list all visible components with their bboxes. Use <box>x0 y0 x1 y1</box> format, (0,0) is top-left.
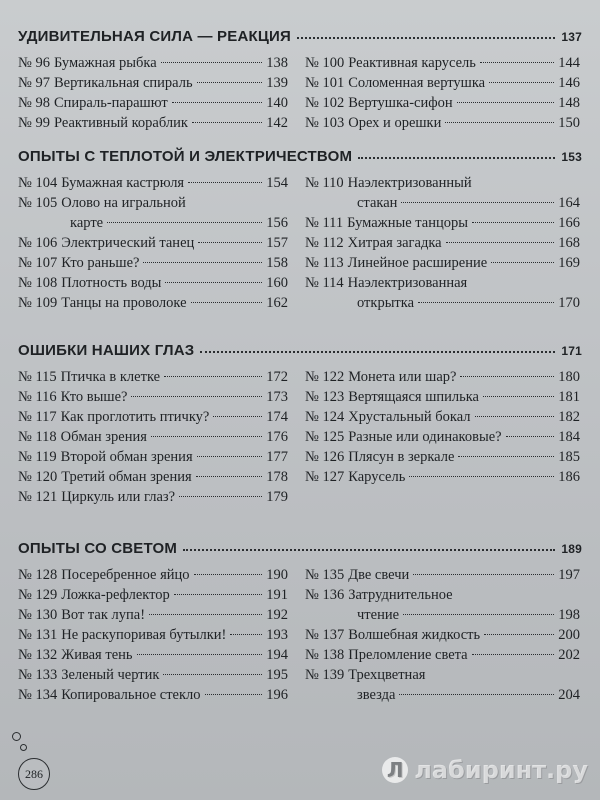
toc-entry <box>18 253 288 273</box>
entry-page-number: 186 <box>558 469 580 485</box>
entry-title: Две свечи <box>348 567 410 583</box>
entry-title: Хрустальный бокал <box>348 409 471 425</box>
leader-dots <box>230 634 262 635</box>
entry-title: Спираль-парашют <box>53 95 168 111</box>
leader-dots <box>107 222 262 223</box>
toc-entry <box>18 467 288 487</box>
entry-number: № 132 <box>18 647 58 663</box>
entry-page-number: 146 <box>558 75 580 91</box>
entry-number: № 120 <box>18 469 58 485</box>
entry-title: Как проглотить птичку? <box>60 409 210 425</box>
entry-title: Танцы на проволоке <box>61 295 187 311</box>
toc-entry <box>18 73 288 93</box>
toc-entry <box>18 665 288 685</box>
toc-column-right <box>305 367 580 487</box>
toc-entry <box>18 605 288 625</box>
section-leader-dots <box>358 157 555 159</box>
toc-entry <box>18 625 288 645</box>
toc-entry <box>18 487 288 507</box>
watermark <box>382 756 588 784</box>
leader-dots <box>484 634 554 635</box>
section-title: ОШИБКИ НАШИХ ГЛАЗ <box>18 342 195 359</box>
entry-title: Наэлектризованная <box>347 275 468 291</box>
entry-title: Реактивный кораблик <box>53 115 188 131</box>
toc-column-left <box>18 53 288 133</box>
entry-number: № 112 <box>305 235 344 251</box>
entry-title: Бумажная рыбка <box>53 55 157 71</box>
toc-entry <box>18 53 288 73</box>
entry-title: Реактивная карусель <box>348 55 476 71</box>
toc-entry <box>18 387 288 407</box>
toc-entry <box>18 193 288 233</box>
section-leader-dots <box>200 351 555 353</box>
leader-dots <box>188 182 262 183</box>
section-title: ОПЫТЫ С ТЕПЛОТОЙ И ЭЛЕКТРИЧЕСТВОМ <box>18 148 353 165</box>
entry-page-number: 150 <box>558 115 580 131</box>
entry-page-number: 202 <box>558 647 580 663</box>
toc-column-left <box>18 565 288 705</box>
entry-number: № 114 <box>305 275 344 291</box>
entry-page-number: 200 <box>558 627 580 643</box>
entry-title: Второй обман зрения <box>60 449 193 465</box>
entry-title: Соломенная вертушка <box>348 75 486 91</box>
leader-dots <box>475 416 555 417</box>
leader-dots <box>161 62 263 63</box>
entry-title: Не раскупоривая бутылки! <box>61 627 227 643</box>
toc-entry <box>18 407 288 427</box>
entry-number: № 104 <box>18 175 58 191</box>
toc-entry <box>18 427 288 447</box>
toc-entry <box>18 293 288 313</box>
entry-number: № 103 <box>305 115 345 131</box>
entry-number: № 108 <box>18 275 58 291</box>
entry-number: № 138 <box>305 647 345 663</box>
entry-number: № 116 <box>18 389 57 405</box>
entry-page-number: 182 <box>558 409 580 425</box>
entry-number: № 128 <box>18 567 58 583</box>
toc-entry <box>18 447 288 467</box>
leader-dots <box>413 574 554 575</box>
entry-number: № 109 <box>18 295 58 311</box>
toc-entry <box>305 645 580 665</box>
entry-page-number: 185 <box>558 449 580 465</box>
section-page-number: 137 <box>561 30 582 44</box>
leader-dots <box>192 122 262 123</box>
entry-number: № 131 <box>18 627 58 643</box>
entry-title: Преломление света <box>348 647 468 663</box>
watermark-text: лабиринт.ру <box>414 756 588 784</box>
entry-page-number: 194 <box>266 647 288 663</box>
toc-entry <box>18 367 288 387</box>
entry-number: № 97 <box>18 75 50 91</box>
entry-title: Посеребренное яйцо <box>61 567 190 583</box>
entry-title-continued: звезда <box>357 687 396 703</box>
entry-number: № 121 <box>18 489 58 505</box>
entry-page-number: 178 <box>266 469 288 485</box>
entry-number: № 123 <box>305 389 345 405</box>
entry-title: Кто раньше? <box>61 255 140 271</box>
entry-title-continued: стакан <box>357 195 398 211</box>
entry-page-number: 181 <box>558 389 580 405</box>
entry-title: Плясун в зеркале <box>348 449 455 465</box>
section-header <box>18 342 582 362</box>
section-header <box>18 148 582 168</box>
entry-title: Кто выше? <box>60 389 128 405</box>
entry-page-number: 154 <box>266 175 288 191</box>
entry-page-number: 168 <box>558 235 580 251</box>
entry-page-number: 204 <box>558 687 580 703</box>
leader-dots <box>483 396 554 397</box>
leader-dots <box>163 674 262 675</box>
leader-dots <box>213 416 262 417</box>
toc-section <box>18 148 582 311</box>
entry-number: № 105 <box>18 195 58 211</box>
toc-section <box>18 28 582 131</box>
leader-dots <box>399 694 554 695</box>
entry-title: Зеленый чертик <box>61 667 160 683</box>
toc-entry <box>305 73 580 93</box>
toc-column-left <box>18 173 288 313</box>
page-number: 286 <box>25 766 43 781</box>
toc-column-right <box>305 173 580 313</box>
entry-page-number: 193 <box>266 627 288 643</box>
section-header <box>18 540 582 560</box>
leader-dots <box>197 456 263 457</box>
leader-dots <box>191 302 263 303</box>
entry-title: Третий обман зрения <box>61 469 192 485</box>
entry-title: Карусель <box>348 469 406 485</box>
toc-entry <box>18 173 288 193</box>
entry-title: Вертушка-сифон <box>348 95 453 111</box>
leader-dots <box>172 102 263 103</box>
section-title: УДИВИТЕЛЬНАЯ СИЛА — РЕАКЦИЯ <box>18 28 291 45</box>
section-header <box>18 28 582 48</box>
entry-title: Живая тень <box>61 647 133 663</box>
toc-entry <box>18 685 288 705</box>
leader-dots <box>445 122 554 123</box>
leader-dots <box>174 594 262 595</box>
entry-page-number: 177 <box>266 449 288 465</box>
toc-entry <box>305 387 580 407</box>
entry-number: № 135 <box>305 567 345 583</box>
entry-page-number: 139 <box>266 75 288 91</box>
toc-entry <box>305 253 580 273</box>
leader-dots <box>418 302 554 303</box>
leader-dots <box>472 222 554 223</box>
entry-number: № 139 <box>305 667 345 683</box>
entry-page-number: 197 <box>558 567 580 583</box>
toc-entry <box>305 427 580 447</box>
entry-number: № 125 <box>305 429 345 445</box>
entry-page-number: 160 <box>266 275 288 291</box>
leader-dots <box>179 496 262 497</box>
entry-number: № 113 <box>305 255 344 271</box>
toc-entry <box>18 645 288 665</box>
entry-page-number: 192 <box>266 607 288 623</box>
decorative-circle-icon <box>20 744 27 751</box>
toc-entry <box>18 93 288 113</box>
entry-page-number: 162 <box>266 295 288 311</box>
entry-page-number: 179 <box>266 489 288 505</box>
entry-title: Ложка-рефлектор <box>61 587 170 603</box>
entry-number: № 98 <box>18 95 50 111</box>
entry-title: Хитрая загадка <box>347 235 442 251</box>
toc-entry <box>305 213 580 233</box>
entry-title: Орех и орешки <box>348 115 442 131</box>
entry-title: Бумажные танцоры <box>347 215 468 231</box>
entry-page-number: 196 <box>266 687 288 703</box>
entry-title: Электрический танец <box>61 235 195 251</box>
entry-title-continued: карте <box>70 215 104 231</box>
leader-dots <box>491 262 554 263</box>
entry-page-number: 138 <box>266 55 288 71</box>
entry-number: № 107 <box>18 255 58 271</box>
entry-number: № 111 <box>305 215 344 231</box>
toc-entry <box>305 367 580 387</box>
toc-entry <box>18 585 288 605</box>
entry-number: № 130 <box>18 607 58 623</box>
entry-page-number: 170 <box>558 295 580 311</box>
section-leader-dots <box>183 549 555 551</box>
entry-page-number: 173 <box>266 389 288 405</box>
entry-title: Обман зрения <box>60 429 147 445</box>
entry-title: Волшебная жидкость <box>348 627 481 643</box>
toc-entry <box>18 565 288 585</box>
entry-page-number: 174 <box>266 409 288 425</box>
toc-entry <box>305 625 580 645</box>
leader-dots <box>151 436 262 437</box>
entry-page-number: 157 <box>266 235 288 251</box>
leader-dots <box>197 82 263 83</box>
section-page-number: 153 <box>561 150 582 164</box>
leader-dots <box>196 476 263 477</box>
section-page-number: 189 <box>561 542 582 556</box>
toc-entry <box>305 585 580 625</box>
leader-dots <box>165 282 262 283</box>
leader-dots <box>457 102 555 103</box>
entry-page-number: 180 <box>558 369 580 385</box>
leader-dots <box>458 456 554 457</box>
leader-dots <box>403 614 554 615</box>
entry-title: Монета или шар? <box>348 369 457 385</box>
toc-entry <box>18 273 288 293</box>
toc-entry <box>305 53 580 73</box>
entry-number: № 127 <box>305 469 345 485</box>
entry-page-number: 156 <box>266 215 288 231</box>
entry-page-number: 166 <box>558 215 580 231</box>
entry-number: № 96 <box>18 55 50 71</box>
entry-number: № 106 <box>18 235 58 251</box>
leader-dots <box>131 396 262 397</box>
page-footer <box>10 730 70 790</box>
entry-number: № 101 <box>305 75 345 91</box>
entry-page-number: 198 <box>558 607 580 623</box>
entry-title: Разные или одинаковые? <box>348 429 502 445</box>
leader-dots <box>205 694 263 695</box>
entry-title: Вертящаяся шпилька <box>348 389 479 405</box>
toc-column-right <box>305 53 580 133</box>
entry-number: № 118 <box>18 429 57 445</box>
entry-title: Трехцветная <box>348 667 426 683</box>
leader-dots <box>480 62 554 63</box>
entry-page-number: 140 <box>266 95 288 111</box>
leader-dots <box>149 614 262 615</box>
watermark-logo-icon: Л <box>382 757 408 783</box>
entry-title-continued: чтение <box>357 607 400 623</box>
entry-number: № 129 <box>18 587 58 603</box>
entry-number: № 137 <box>305 627 345 643</box>
entry-number: № 136 <box>305 587 345 603</box>
section-leader-dots <box>297 37 555 39</box>
decorative-circle-icon <box>12 732 21 741</box>
toc-entry <box>18 233 288 253</box>
entry-number: № 119 <box>18 449 57 465</box>
entry-page-number: 148 <box>558 95 580 111</box>
entry-page-number: 158 <box>266 255 288 271</box>
section-title: ОПЫТЫ СО СВЕТОМ <box>18 540 178 557</box>
entry-number: № 133 <box>18 667 58 683</box>
entry-number: № 134 <box>18 687 58 703</box>
leader-dots <box>143 262 262 263</box>
leader-dots <box>137 654 263 655</box>
toc-entry <box>305 113 580 133</box>
entry-title: Бумажная кастрюля <box>61 175 185 191</box>
entry-title: Олово на игральной <box>61 195 186 211</box>
entry-number: № 110 <box>305 175 344 191</box>
leader-dots <box>198 242 262 243</box>
toc-entry <box>305 93 580 113</box>
page-number-badge <box>18 758 50 790</box>
entry-page-number: 172 <box>266 369 288 385</box>
entry-title: Циркуль или глаз? <box>61 489 176 505</box>
toc-column-right <box>305 565 580 705</box>
leader-dots <box>489 82 554 83</box>
entry-title: Вот так лупа! <box>61 607 146 623</box>
entry-number: № 115 <box>18 369 57 385</box>
toc-entry <box>305 565 580 585</box>
toc-entry <box>305 665 580 705</box>
toc-section <box>18 342 582 505</box>
entry-title: Наэлектризованный <box>347 175 472 191</box>
entry-page-number: 144 <box>558 55 580 71</box>
entry-number: № 102 <box>305 95 345 111</box>
entry-page-number: 176 <box>266 429 288 445</box>
leader-dots <box>401 202 554 203</box>
leader-dots <box>446 242 555 243</box>
entry-page-number: 169 <box>558 255 580 271</box>
entry-number: № 99 <box>18 115 50 131</box>
toc-entry <box>305 273 580 313</box>
entry-page-number: 190 <box>266 567 288 583</box>
toc-entry <box>305 407 580 427</box>
entry-page-number: 191 <box>266 587 288 603</box>
toc-column-left <box>18 367 288 507</box>
leader-dots <box>409 476 554 477</box>
entry-number: № 126 <box>305 449 345 465</box>
entry-number: № 100 <box>305 55 345 71</box>
entry-title-continued: открытка <box>357 295 415 311</box>
toc-entry <box>18 113 288 133</box>
entry-number: № 122 <box>305 369 345 385</box>
leader-dots <box>460 376 554 377</box>
toc-entry <box>305 447 580 467</box>
entry-page-number: 184 <box>558 429 580 445</box>
entry-title: Линейное расширение <box>347 255 488 271</box>
entry-page-number: 142 <box>266 115 288 131</box>
entry-title: Вертикальная спираль <box>53 75 193 91</box>
entry-title: Затруднительное <box>348 587 453 603</box>
toc-entry <box>305 467 580 487</box>
toc-entry <box>305 173 580 213</box>
entry-page-number: 164 <box>558 195 580 211</box>
entry-page-number: 195 <box>266 667 288 683</box>
leader-dots <box>164 376 262 377</box>
leader-dots <box>472 654 555 655</box>
entry-number: № 117 <box>18 409 57 425</box>
section-page-number: 171 <box>561 344 582 358</box>
leader-dots <box>194 574 263 575</box>
entry-title: Птичка в клетке <box>60 369 161 385</box>
entry-title: Копировальное стекло <box>61 687 201 703</box>
entry-number: № 124 <box>305 409 345 425</box>
leader-dots <box>506 436 555 437</box>
entry-title: Плотность воды <box>61 275 162 291</box>
toc-section <box>18 540 582 703</box>
toc-entry <box>305 233 580 253</box>
